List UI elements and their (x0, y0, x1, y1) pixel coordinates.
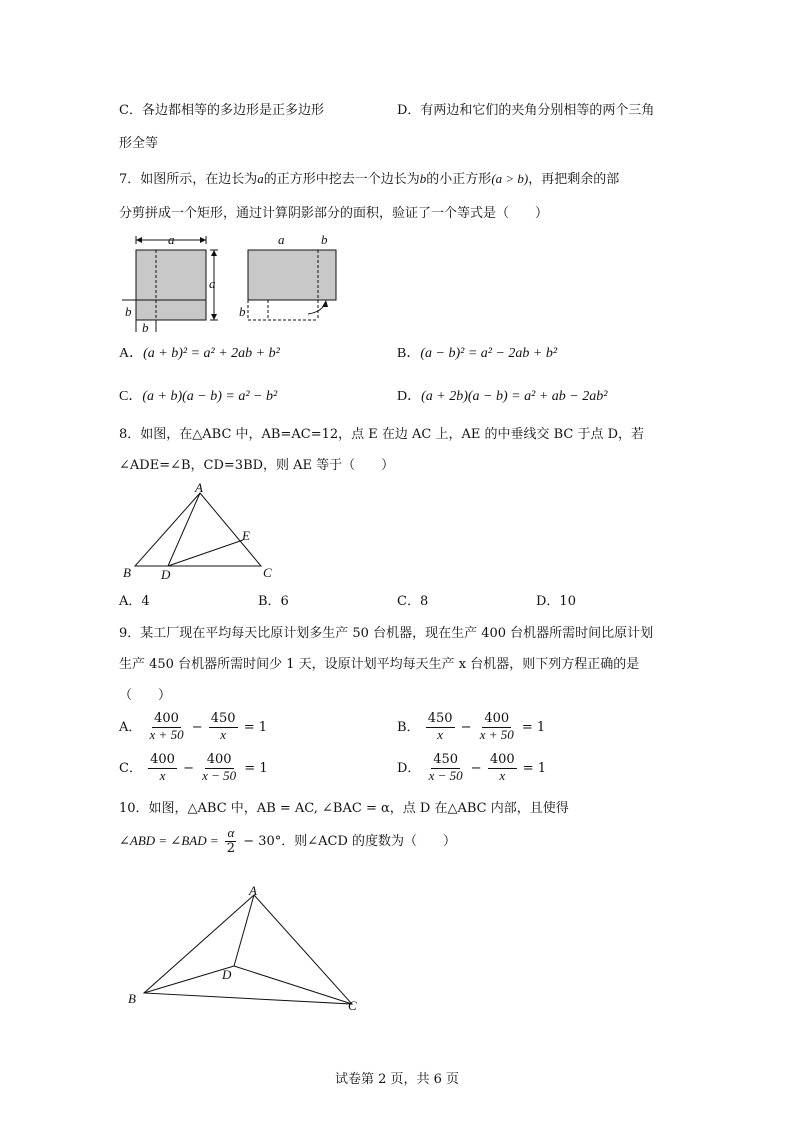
q7-fig-label-a-top: a (168, 232, 175, 247)
q9-option-a: A． $\frac{400}{x + 50}$ − $\frac{450}{x}$ = 1 (119, 711, 268, 742)
q7-fig-label-a-rect: a (278, 232, 285, 247)
page-footer: 试卷第 2 页，共 6 页 (334, 1072, 460, 1087)
q7-option-d: D．(a + 2b)(a − b) = a² + ab − 2ab² (397, 389, 608, 404)
q6-option-d-cont: 形全等 (119, 136, 159, 151)
q8-stem-line1: 8．如图，在△ABC 中，AB=AC=12，点 E 在边 AC 上，AE 的中垂线交 BC 于点 D，若 (119, 427, 645, 442)
q8-option-a: A．4 (119, 594, 150, 609)
q9-stem-line3: （ ） (119, 688, 172, 703)
q8-fig-label-D: D (161, 567, 171, 582)
q7-option-c: C．(a + b)(a − b) = a² − b² (119, 389, 278, 404)
q8-option-d: D．10 (536, 594, 576, 609)
q8-stem-line2: ∠ADE=∠B，CD=3BD，则 AE 等于（ ） (119, 458, 395, 473)
q6-option-d: D．有两边和它们的夹角分别相等的两个三角 (397, 103, 655, 118)
q10-stem-line2: ∠ABD = ∠BAD = $\frac{\alpha}{2}$ − 30°．则∠ACD 的度数为（ ） (119, 825, 457, 856)
q7-figure (118, 228, 348, 336)
q8-fig-label-E: E (242, 528, 250, 543)
q10-fig-label-C: C (348, 998, 357, 1013)
q7-fig-label-b-rect-left: b (239, 304, 246, 319)
q6-option-c: C．各边都相等的多边形是正多边形 (119, 103, 324, 118)
q9-option-b: B． $\frac{450}{x}$ − $\frac{400}{x + 50}$ = 1 (397, 711, 546, 742)
q8-fig-label-B: B (123, 565, 131, 580)
q7-option-b: B．(a − b)² = a² − 2ab + b² (397, 346, 558, 361)
q7-fig-label-a-side: a (209, 276, 216, 291)
q10-fig-label-B: B (128, 991, 136, 1006)
q8-fig-label-C: C (263, 565, 272, 580)
q8-option-b: B．6 (258, 594, 289, 609)
q7-fig-label-b-left: b (125, 304, 132, 319)
q7-option-a: A．(a + b)² = a² + 2ab + b² (119, 346, 280, 361)
q8-fig-label-A: A (195, 480, 203, 495)
q7-stem-line1: 7．如图所示，在边长为a的正方形中挖去一个边长为b的小正方形(a > b)，再把剩余的部 (119, 171, 620, 187)
q7-stem-line2: 分剪拼成一个矩形，通过计算阴影部分的面积，验证了一个等式是（ ） (119, 206, 549, 221)
q9-stem-line1: 9．某工厂现在平均每天比原计划多生产 50 台机器，现在生产 400 台机器所需时间比原计划 (119, 626, 654, 641)
q10-stem-line1: 10．如图，△ABC 中，AB = AC, ∠BAC = α，点 D 在△ABC 内部，且使得 (119, 801, 569, 816)
q9-stem-line2: 生产 450 台机器所需时间少 1 天，设原计划平均每天生产 x 台机器，则下列方程正确的是 (119, 657, 640, 672)
q9-option-c: C． $\frac{400}{x}$ − $\frac{400}{x - 50}$ = 1 (119, 752, 268, 783)
q9-option-d: D． $\frac{450}{x - 50}$ − $\frac{400}{x}$ = 1 (397, 752, 547, 783)
q10-figure (118, 880, 378, 1015)
q10-fig-label-D: D (222, 967, 232, 982)
q8-option-c: C．8 (397, 594, 429, 609)
q8-figure (118, 478, 288, 586)
q7-fig-label-b-rect: b (321, 232, 328, 247)
q7-fig-label-b-bottom: b (142, 320, 149, 335)
q10-fig-label-A: A (249, 883, 257, 898)
